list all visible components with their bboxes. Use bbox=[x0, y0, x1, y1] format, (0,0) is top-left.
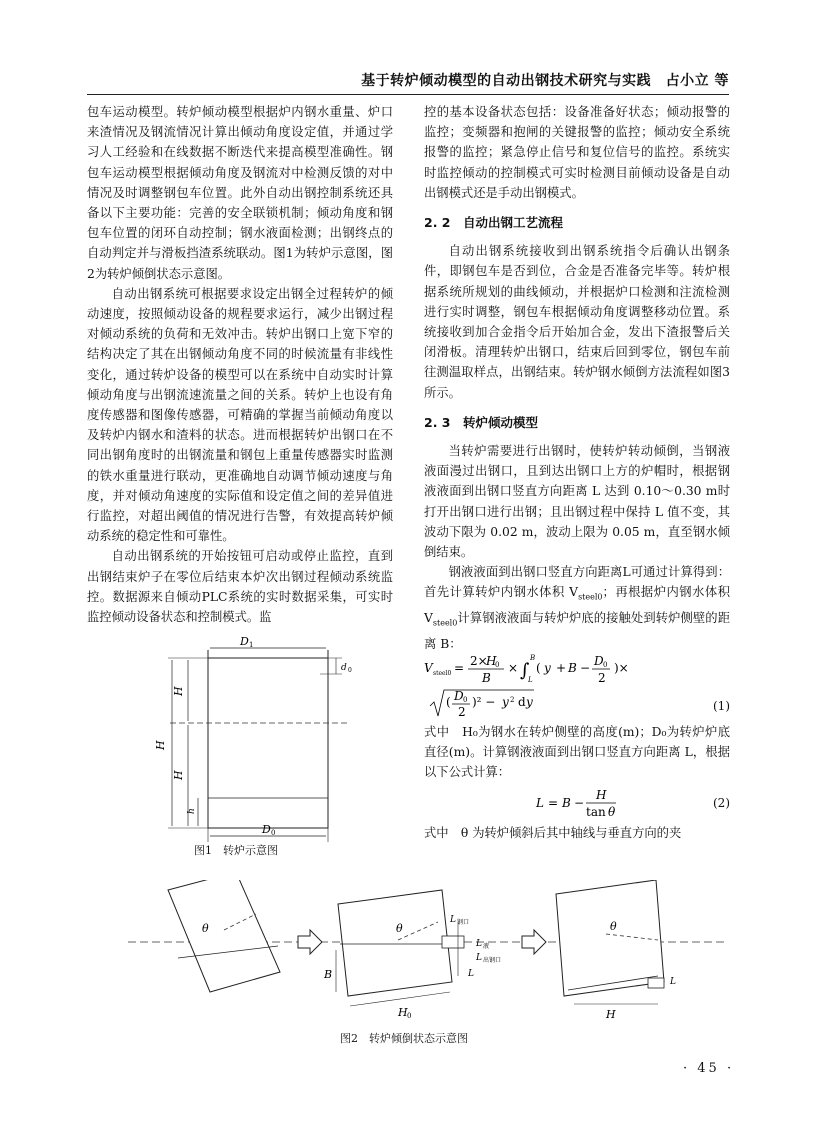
svg-text:L: L bbox=[670, 977, 676, 987]
paragraph: 包车运动模型。转炉倾动模型根据炉内钢水重量、炉口来渣情况及钢流情况计算出倾动角度设定值，并通过学习人工经验和在线数据不断迭代来提高模型准确性。钢包车运动模型根据倾动角度及钢流对中检测反馈的对中情况及时调整钢包车位置。此外自动出钢控制系统还具备以下主要功能：完善的安全联锁机制；倾动角度和钢包车位置的闭环自动控制；钢水液面检测；出钢终点的自动判定并与滑板挡渣系统联动。图1为转炉示意图，图2为转炉倾倒状态示意图。 bbox=[87, 105, 393, 281]
svg-text:L: L bbox=[528, 675, 533, 684]
figure-1-converter bbox=[150, 630, 360, 845]
svg-text:y: y bbox=[526, 694, 533, 709]
svg-text:tan: tan bbox=[586, 804, 606, 819]
page-header bbox=[87, 68, 729, 94]
svg-text:h: h bbox=[187, 808, 197, 814]
paragraph: 式中 H₀为钢水在转炉侧壁的高度(m)；D₀为转炉炉底直径(m)。计算钢液液面到出钢口竖直方向距离 L，根据以下公式计算： bbox=[424, 724, 730, 780]
svg-text:−: − bbox=[574, 795, 585, 810]
figure-2-caption: 图2 转炉倾倒状态示意图 bbox=[340, 1032, 468, 1045]
paragraph: 自动出钢系统可根据要求设定出钢全过程转炉的倾动速度，按照倾动设备的规程要求运行，减少出钢过程对倾动系统的负荷和无效冲击。转炉出钢口上宽下窄的结构决定了其在出钢倾动角度不同的时候流量有非线性变化，通过转炉设备的模型可以在系统中自动实时计算倾动角度与出钢流速流量之间的关系。转炉上也设有角度传感器和图像传感器，可精确的掌握当前倾动角度以及转炉内钢水和渣料的状态。进而根据转炉出钢口在不同出钢角度时的出钢流量和钢包上重量传感器实时监测的铁水重量进行联动，更准确地自动调节倾动速度与角度，并对倾动角速度的实际值和设定值之间的差异值进行监控，对超出阈值的情况进行告警，有效提高转炉倾动系统的稳定性和可靠性。 bbox=[87, 286, 393, 544]
svg-text:×: × bbox=[508, 660, 519, 675]
svg-text:B: B bbox=[530, 653, 536, 662]
svg-text:0: 0 bbox=[603, 660, 608, 669]
svg-text:2: 2 bbox=[510, 695, 515, 704]
svg-text:H: H bbox=[172, 686, 185, 696]
svg-text:钢口: 钢口 bbox=[457, 919, 470, 926]
svg-text:L: L bbox=[450, 915, 456, 925]
svg-text:D: D bbox=[594, 653, 604, 668]
svg-text:0: 0 bbox=[495, 660, 500, 669]
right-column bbox=[424, 102, 730, 843]
svg-text:steel0: steel0 bbox=[433, 669, 452, 677]
left-column bbox=[87, 102, 393, 627]
svg-text:H: H bbox=[154, 740, 167, 750]
svg-text:H: H bbox=[486, 653, 497, 668]
svg-text:L: L bbox=[468, 969, 474, 979]
svg-text:+: + bbox=[556, 660, 567, 675]
svg-text:B: B bbox=[568, 660, 577, 675]
paragraph: 当转炉需要进行出钢时，使转炉转动倾倒，当钢液液面漫过出钢口，且到达出钢口上方的炉帽时，根据钢液液面到出钢口竖直方向距离 L 达到 0.10～0.30 m时打开出钢口进行出钢；且出钢过程中保持 L 值不变，其波动下限为 0.02 m，波动上限为 0.05 m，直至钢水倾倒结束。 bbox=[424, 444, 730, 560]
section-heading-2-3: 2. 3 转炉倾动模型 bbox=[424, 414, 538, 430]
svg-text:)×: )× bbox=[614, 660, 629, 675]
figure-1-caption: 图1 转炉示意图 bbox=[194, 844, 278, 857]
svg-text:H: H bbox=[172, 770, 185, 780]
page-number: · 45 · bbox=[683, 1061, 735, 1076]
svg-text:θ: θ bbox=[396, 922, 403, 935]
svg-text:∫: ∫ bbox=[520, 659, 530, 681]
section-heading-2-2: 2. 2 自动出钢工艺流程 bbox=[424, 215, 563, 231]
svg-text:2×: 2× bbox=[470, 653, 488, 668]
equation-number: (2) bbox=[713, 795, 730, 810]
svg-text:(: ( bbox=[446, 694, 451, 709]
svg-text:B: B bbox=[324, 968, 333, 981]
svg-text:液: 液 bbox=[483, 943, 490, 950]
svg-text:L: L bbox=[536, 795, 544, 810]
equation-number: (1) bbox=[713, 698, 730, 713]
svg-text:2: 2 bbox=[598, 670, 606, 685]
svg-text:=: = bbox=[454, 660, 465, 675]
svg-text:y: y bbox=[544, 660, 551, 675]
svg-text:1: 1 bbox=[249, 641, 254, 649]
svg-text:θ: θ bbox=[610, 920, 617, 933]
paragraph: 控的基本设备状态包括：设备准备好状态；倾动报警的监控；变频器和抱闸的关键报警的监控；倾动安全系统报警的监控；紧急停止信号和复位信号的监控。系统实时监控倾动的控制模式可实时检测目前倾动设备是自动出钢模式还是手动出钢模式。 bbox=[424, 105, 730, 200]
paragraph: 自动出钢系统的开始按钮可启动或停止监控，直到出钢结束炉子在零位后结束本炉次出钢过程倾动系统监控。数据源来自倾动PLC系统的实时数据采集，可实时监控倾动设备状态和控制模式。监 bbox=[87, 549, 393, 625]
svg-text:)² −: )² − bbox=[472, 694, 496, 709]
svg-text:L: L bbox=[476, 939, 482, 949]
svg-text:D: D bbox=[262, 823, 271, 836]
svg-text:d: d bbox=[341, 663, 347, 673]
equation-1 bbox=[424, 654, 730, 722]
equation-2 bbox=[424, 783, 730, 823]
svg-text:H: H bbox=[596, 787, 607, 802]
svg-text:y: y bbox=[502, 694, 509, 709]
svg-text:0: 0 bbox=[407, 1012, 412, 1020]
svg-text:D: D bbox=[240, 635, 249, 648]
svg-text:H: H bbox=[398, 1006, 408, 1019]
svg-text:=: = bbox=[548, 795, 559, 810]
svg-text:L: L bbox=[476, 953, 482, 963]
svg-text:0: 0 bbox=[271, 829, 276, 837]
svg-text:d: d bbox=[518, 694, 526, 709]
paragraph: 钢液液面到出钢口竖直方向距离L可通过计算得到：首先计算转炉内钢水体积 $V_{steel0}$；再根据炉内钢水体积 $V_{steel0}$计算钢液液面与转炉炉底的接触处到转炉侧壁的距离 B： bbox=[424, 565, 730, 651]
svg-text:−: − bbox=[580, 660, 591, 675]
running-title: 基于转炉倾动模型的自动出钢技术研究与实践 占小立 等 bbox=[361, 73, 729, 89]
svg-text:D: D bbox=[454, 688, 464, 703]
svg-text:0: 0 bbox=[463, 695, 468, 704]
svg-text:B: B bbox=[482, 670, 491, 685]
svg-text:0: 0 bbox=[348, 667, 352, 674]
svg-text:H: H bbox=[606, 1008, 616, 1020]
svg-text:V: V bbox=[424, 660, 433, 675]
svg-text:θ: θ bbox=[608, 804, 616, 819]
svg-text:出钢口: 出钢口 bbox=[483, 957, 502, 964]
svg-text:(: ( bbox=[536, 660, 541, 675]
svg-text:2: 2 bbox=[458, 704, 466, 719]
svg-text:B: B bbox=[562, 795, 571, 810]
header-rule bbox=[87, 94, 729, 95]
paragraph: 自动出钢系统接收到出钢系统指令后确认出钢条件，即钢包车是否到位，合金是否准备完毕等。转炉根据系统所规划的曲线倾动，并根据炉口检测和注流检测进行实时调整，钢包车根据倾动角度调整移动位置。系统接收到加合金指令后开始加合金，发出下渣报警后关闭滑板。清理转炉出钢口，结束后回到零位，钢包车前往测温取样点，出钢结束。转炉钢水倾倒方法流程如图3所示。 bbox=[424, 244, 730, 400]
paragraph: 式中 θ 为转炉倾斜后其中轴线与垂直方向的夹 bbox=[424, 825, 682, 840]
svg-text:θ: θ bbox=[202, 922, 209, 935]
figure-2-tilt-states bbox=[128, 880, 728, 1020]
